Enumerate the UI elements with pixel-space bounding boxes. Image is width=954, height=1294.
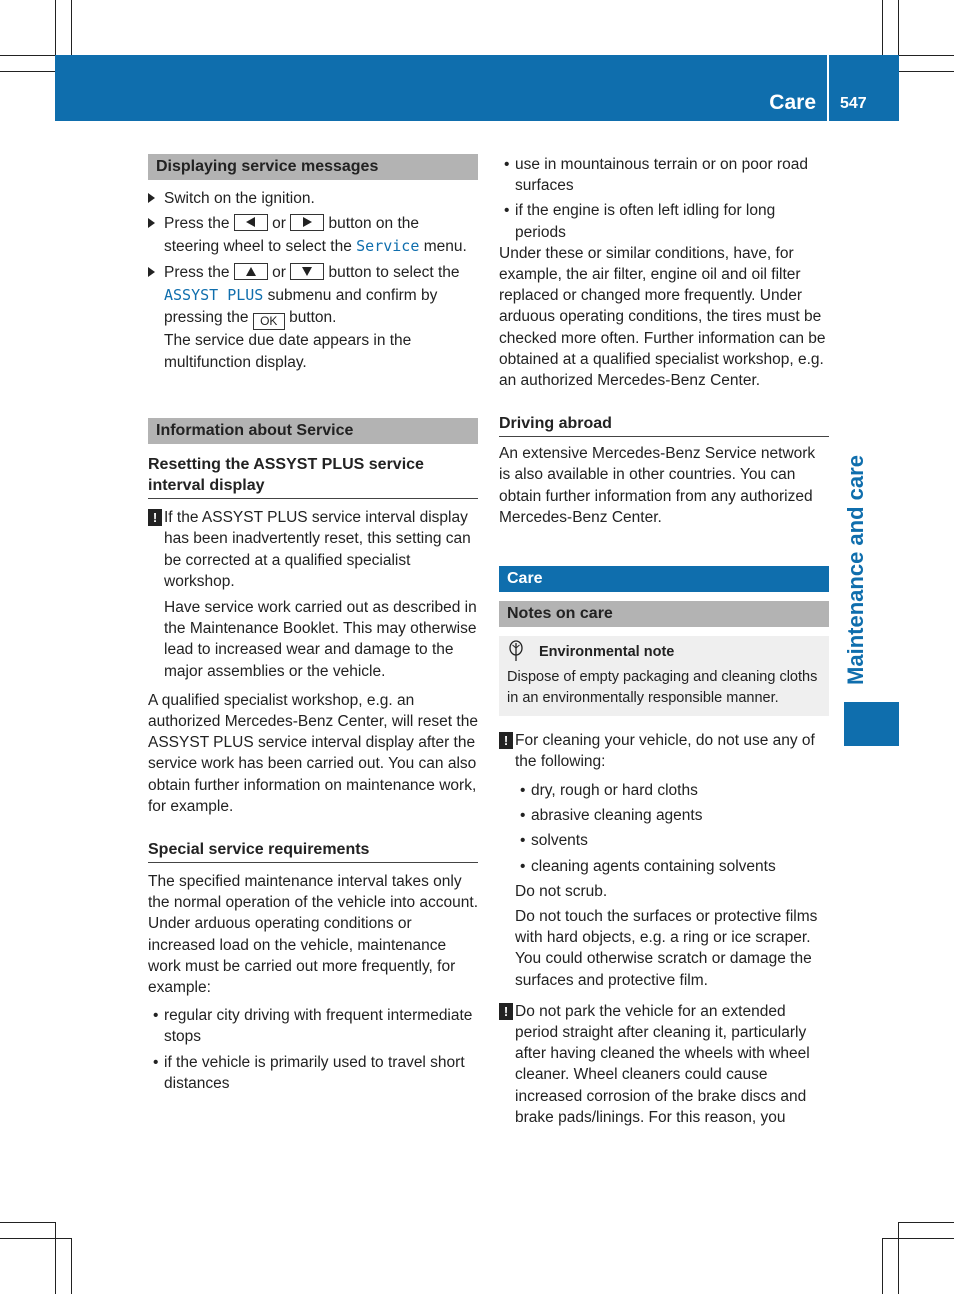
list-item: • if the vehicle is primarily used to travel short distances — [153, 1053, 465, 1092]
crop-mark — [71, 0, 72, 55]
chapter-heading: Care — [499, 566, 829, 592]
right-arrow-key-icon — [290, 214, 324, 231]
crop-mark — [0, 71, 55, 72]
side-tab-marker — [844, 702, 899, 746]
crop-mark — [55, 0, 56, 55]
warning-note: ! If the ASSYST PLUS service interval display has been inadvertently reset, this setting can be corrected at a qualified specialist workshop. Have service work carried out as described in the Maintenance Booklet. This may otherwise lead to increased wear and damage to the major assemblies or the vehicle. — [148, 507, 478, 682]
subsection-heading: Resetting the ASSYST PLUS service interval display — [148, 454, 478, 499]
left-column — [148, 154, 478, 1094]
paragraph: A qualified specialist workshop, e.g. an authorized Mercedes-Benz Center, will reset the ASSYST PLUS service interval display after the service work has been carried out. You can also obtain further information on maintenance work, for example. — [148, 691, 478, 815]
list-item: • if the engine is often left idling for long periods — [504, 202, 776, 241]
warning-note: ! Do not park the vehicle for an extended period straight after cleaning it, particularly after having cleaned the wheels with wheel cleaner. Wheel cleaners could cause increased corrosion of the brake discs and brake pads/linings. For this reason, you — [499, 1001, 829, 1128]
paragraph: An extensive Mercedes-Benz Service network is also available in other countries. You can obtain further information from any authorized Mercedes-Benz Center. — [499, 445, 816, 526]
step-item: Press the or button on the steering wheel to select the Service menu. — [148, 213, 478, 258]
header-divider — [827, 55, 829, 121]
list-item: • solvents — [520, 832, 588, 850]
crop-mark — [0, 1238, 71, 1239]
warning-icon: ! — [499, 732, 513, 749]
crop-mark — [898, 1222, 899, 1294]
page-number: 547 — [840, 95, 867, 112]
page-header — [55, 55, 899, 121]
environmental-note-box — [499, 636, 829, 716]
crop-mark — [899, 71, 954, 72]
env-note-text: Dispose of empty packaging and cleaning cloths in an environmentally responsible manner. — [507, 668, 818, 707]
crop-mark — [71, 1238, 72, 1294]
step-arrow-icon — [148, 218, 155, 228]
ok-key-icon: OK — [253, 313, 285, 330]
subsection-heading: Driving abroad — [499, 413, 829, 437]
list-item: • regular city driving with frequent intermediate stops — [153, 1007, 473, 1046]
down-arrow-key-icon — [290, 263, 324, 280]
crop-mark — [0, 55, 55, 56]
list-item: • use in mountainous terrain or on poor road surfaces — [504, 156, 808, 195]
left-arrow-key-icon — [234, 214, 268, 231]
section-title: Care — [769, 91, 816, 114]
subsection-heading: Special service requirements — [148, 839, 478, 863]
crop-mark — [0, 1222, 55, 1223]
up-arrow-key-icon — [234, 263, 268, 280]
list-item: • abrasive cleaning agents — [520, 807, 703, 825]
paragraph: Under these or similar conditions, have, for example, the air filter, engine oil and oil filter replaced or changed more frequently. Under arduous operating conditions, the tires must be checked more often. Further information can be obtained at a qualified specialist workshop, e.g. an authorized Mercedes-Benz Center. — [499, 244, 826, 390]
crop-mark — [55, 1222, 56, 1294]
list-item: • cleaning agents containing solvents — [520, 857, 776, 875]
step-arrow-icon — [148, 193, 155, 203]
warning-note: ! For cleaning your vehicle, do not use any of the following: • dry, rough or hard cloths • abrasive cleaning agents • solvents • cleaning agents containing solvents Do not scrub. Do not touch the surfaces or protective films with hard objects, e.g. a ring or ice scraper. You could otherwise scratch or damage the surfaces and protective film. — [499, 730, 829, 991]
crop-mark — [882, 1238, 883, 1294]
step-item: Press the or button to select the ASSYST PLUS submenu and confirm by pressing the OK button. The service due date appears in the multifunction display. — [148, 262, 478, 374]
section-heading: Notes on care — [499, 601, 829, 627]
paragraph: The specified maintenance interval takes only the normal operation of the vehicle into account. Under arduous operating conditions or increased load on the vehicle, maintenance work must be carried out more frequently, for example: — [148, 873, 479, 997]
warning-icon: ! — [499, 1003, 513, 1020]
step-item: Switch on the ignition. — [148, 188, 478, 209]
side-tab — [840, 450, 872, 690]
warning-icon: ! — [148, 509, 162, 526]
crop-mark — [899, 1222, 954, 1223]
right-column — [499, 154, 829, 1128]
crop-mark — [882, 0, 883, 55]
list-item: • dry, rough or hard cloths — [520, 781, 698, 799]
side-tab-label: Maintenance and care — [843, 455, 868, 685]
crop-mark — [882, 1238, 954, 1239]
section-heading: Displaying service messages — [148, 154, 478, 180]
menu-name: Service — [356, 237, 420, 256]
crop-mark — [899, 55, 954, 56]
crop-mark — [898, 0, 899, 55]
env-note-title: Environmental note — [507, 642, 821, 664]
step-result: The service due date appears in the multifunction display. — [164, 332, 412, 372]
leaf-icon — [507, 640, 525, 670]
submenu-name: ASSYST PLUS — [164, 286, 264, 305]
step-arrow-icon — [148, 267, 155, 277]
section-heading: Information about Service — [148, 418, 478, 444]
